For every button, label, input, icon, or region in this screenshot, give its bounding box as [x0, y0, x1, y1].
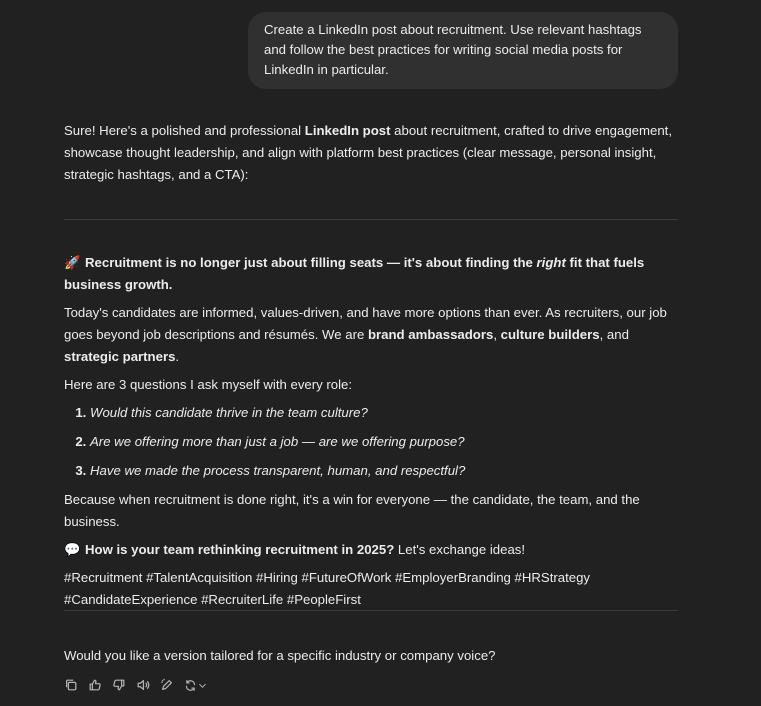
- hashtags-line-1: #Recruitment #TalentAcquisition #Hiring #FutureOfWork #EmployerBranding #HRStrategy: [64, 570, 591, 585]
- divider: [64, 219, 678, 220]
- thumbs-up-icon[interactable]: [86, 676, 104, 694]
- questions-list: [64, 402, 684, 482]
- headline-italic: right: [536, 255, 566, 270]
- message-actions: [62, 676, 208, 694]
- post-hashtags: [64, 567, 684, 611]
- list-item: 2. Are we offering more than just a job — are we offering purpose?: [90, 431, 684, 453]
- regenerate-icon[interactable]: [182, 676, 208, 694]
- user-message-text: Create a LinkedIn post about recruitment. Use relevant hashtags and follow the best practices for writing social media posts for LinkedIn in particular.: [264, 22, 642, 77]
- chevron-down-icon: [198, 681, 207, 690]
- edit-icon[interactable]: [158, 676, 176, 694]
- divider: [64, 610, 678, 611]
- assistant-followup: Would you like a version tailored for a specific industry or company voice?: [64, 648, 496, 663]
- copy-icon[interactable]: [62, 676, 80, 694]
- rocket-icon: 🚀: [64, 255, 81, 270]
- assistant-intro: [64, 120, 684, 186]
- assistant-response: [64, 120, 684, 186]
- para-bold-3: strategic partners: [64, 349, 176, 364]
- cta-bold: How is your team rethinking recruitment in 2025?: [85, 542, 395, 557]
- list-item: 1. Would this candidate thrive in the team culture?: [90, 402, 684, 424]
- post-closing: Because when recruitment is done right, it's a win for everyone — the candidate, the team, and the business.: [64, 492, 640, 529]
- para-bold-2: culture builders: [500, 327, 600, 342]
- linkedin-post: [64, 252, 684, 611]
- para-bold-1: brand ambassadors: [367, 327, 494, 342]
- hashtags-line-2: #CandidateExperience #RecruiterLife #PeopleFirst: [64, 592, 361, 607]
- intro-text-1: Sure! Here's a polished and professional: [64, 123, 305, 138]
- post-cta: [64, 539, 684, 561]
- cta-text: Let's exchange ideas!: [394, 542, 526, 557]
- post-paragraph: [64, 302, 684, 368]
- headline-text-2: fit that fuels business growth.: [64, 255, 645, 292]
- questions-intro: Here are 3 questions I ask myself with every role:: [64, 377, 353, 392]
- para-text: Today's candidates are informed, values-driven, and have more options than ever. As recruiters, our job goes beyond job descriptions and résumés. We are: [64, 305, 667, 342]
- user-message-bubble: [248, 12, 678, 89]
- list-item: 3. Have we made the process transparent, human, and respectful?: [90, 460, 684, 482]
- intro-text-2: about recruitment, crafted to drive engagement, showcase thought leadership, and align with platform best practices (clear message, personal insight, strategic hashtags, and a CTA):: [64, 123, 672, 182]
- para-sep-2: , and: [599, 327, 629, 342]
- headline-text-1: Recruitment is no longer just about filling seats — it's about finding the: [85, 255, 537, 270]
- speaker-icon[interactable]: [134, 676, 152, 694]
- intro-bold: LinkedIn post: [304, 123, 391, 138]
- post-headline: [64, 252, 684, 296]
- para-sep-1: ,: [493, 327, 501, 342]
- para-end: .: [175, 349, 180, 364]
- thumbs-down-icon[interactable]: [110, 676, 128, 694]
- speech-bubble-icon: 💬: [64, 542, 81, 557]
